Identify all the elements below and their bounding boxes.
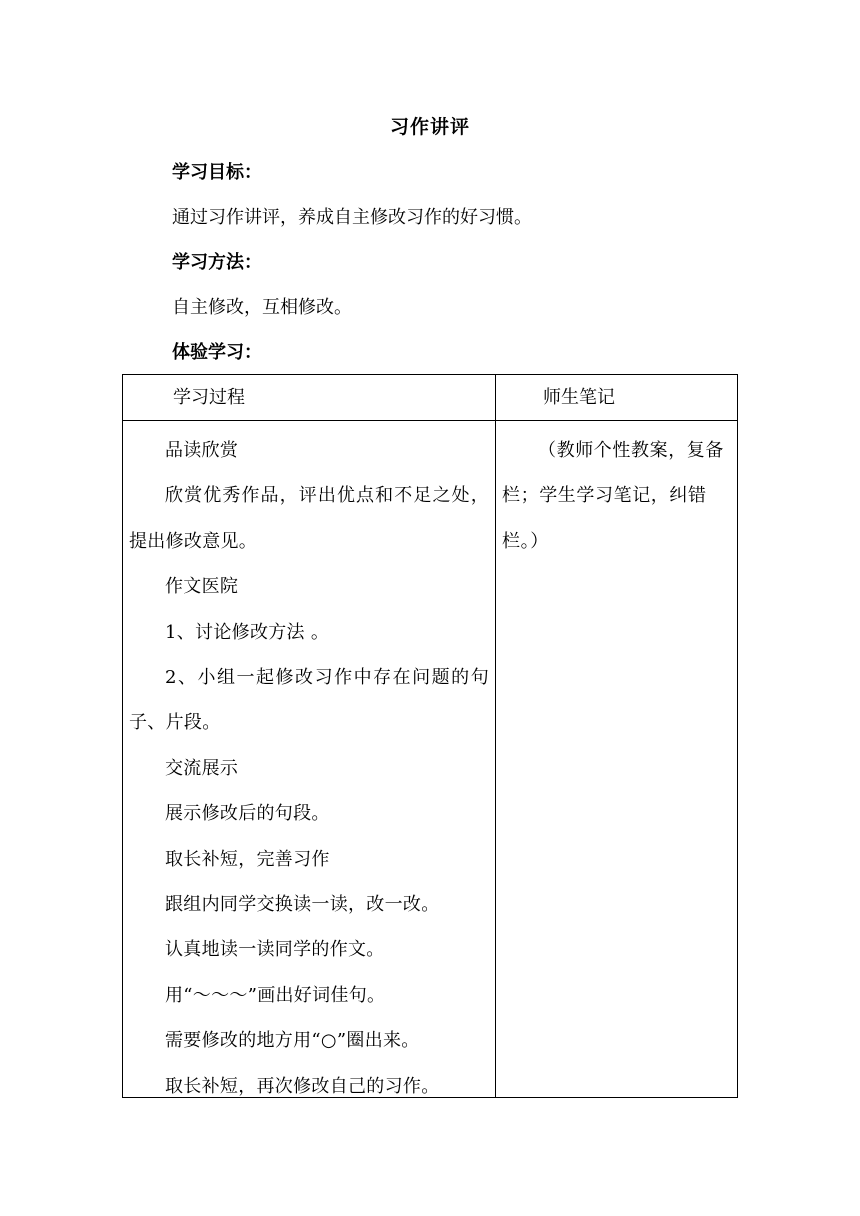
document-title: 习作讲评 <box>389 116 470 138</box>
process-line: 2、小组一起修改习作中存在问题的句子、片段。 <box>129 667 489 734</box>
method-heading: 学习方法： <box>172 252 262 273</box>
notes-text: （教师个性教案，复备栏；学生学习笔记，纠错栏。） <box>502 440 724 552</box>
process-line: 需要修改的地方用“○”圈出来。 <box>165 1030 420 1052</box>
process-line: 取长补短，完善习作 <box>165 848 330 870</box>
process-line: 作文医院 <box>165 576 239 598</box>
goal-heading: 学习目标： <box>172 162 262 183</box>
process-column <box>129 428 489 1109</box>
process-line: 1、讨论修改方法 。 <box>165 621 330 643</box>
process-line: 展示修改后的句段。 <box>165 803 330 825</box>
header-notes: 师生笔记 <box>543 387 615 408</box>
process-line: 用“～～～”画出好词佳句。 <box>165 984 386 1006</box>
goal-text: 通过习作讲评，养成自主修改习作的好习惯。 <box>172 207 532 228</box>
notes-column <box>502 428 732 564</box>
header-divider <box>123 420 737 421</box>
process-line: 认真地读一读同学的作文。 <box>165 939 385 961</box>
column-divider <box>495 375 496 1097</box>
process-line: 跟组内同学交换读一读，改一改。 <box>165 894 440 916</box>
process-line: 欣赏优秀作品，评出优点和不足之处，提出修改意见。 <box>129 485 489 552</box>
method-text: 自主修改，互相修改。 <box>172 297 352 318</box>
experience-heading: 体验学习： <box>172 342 262 363</box>
header-process: 学习过程 <box>173 387 245 408</box>
process-line: 品读欣赏 <box>165 440 239 461</box>
learning-table <box>122 374 738 1098</box>
process-line: 取长补短，再次修改自己的习作。 <box>165 1075 440 1097</box>
process-line: 交流展示 <box>165 757 239 779</box>
